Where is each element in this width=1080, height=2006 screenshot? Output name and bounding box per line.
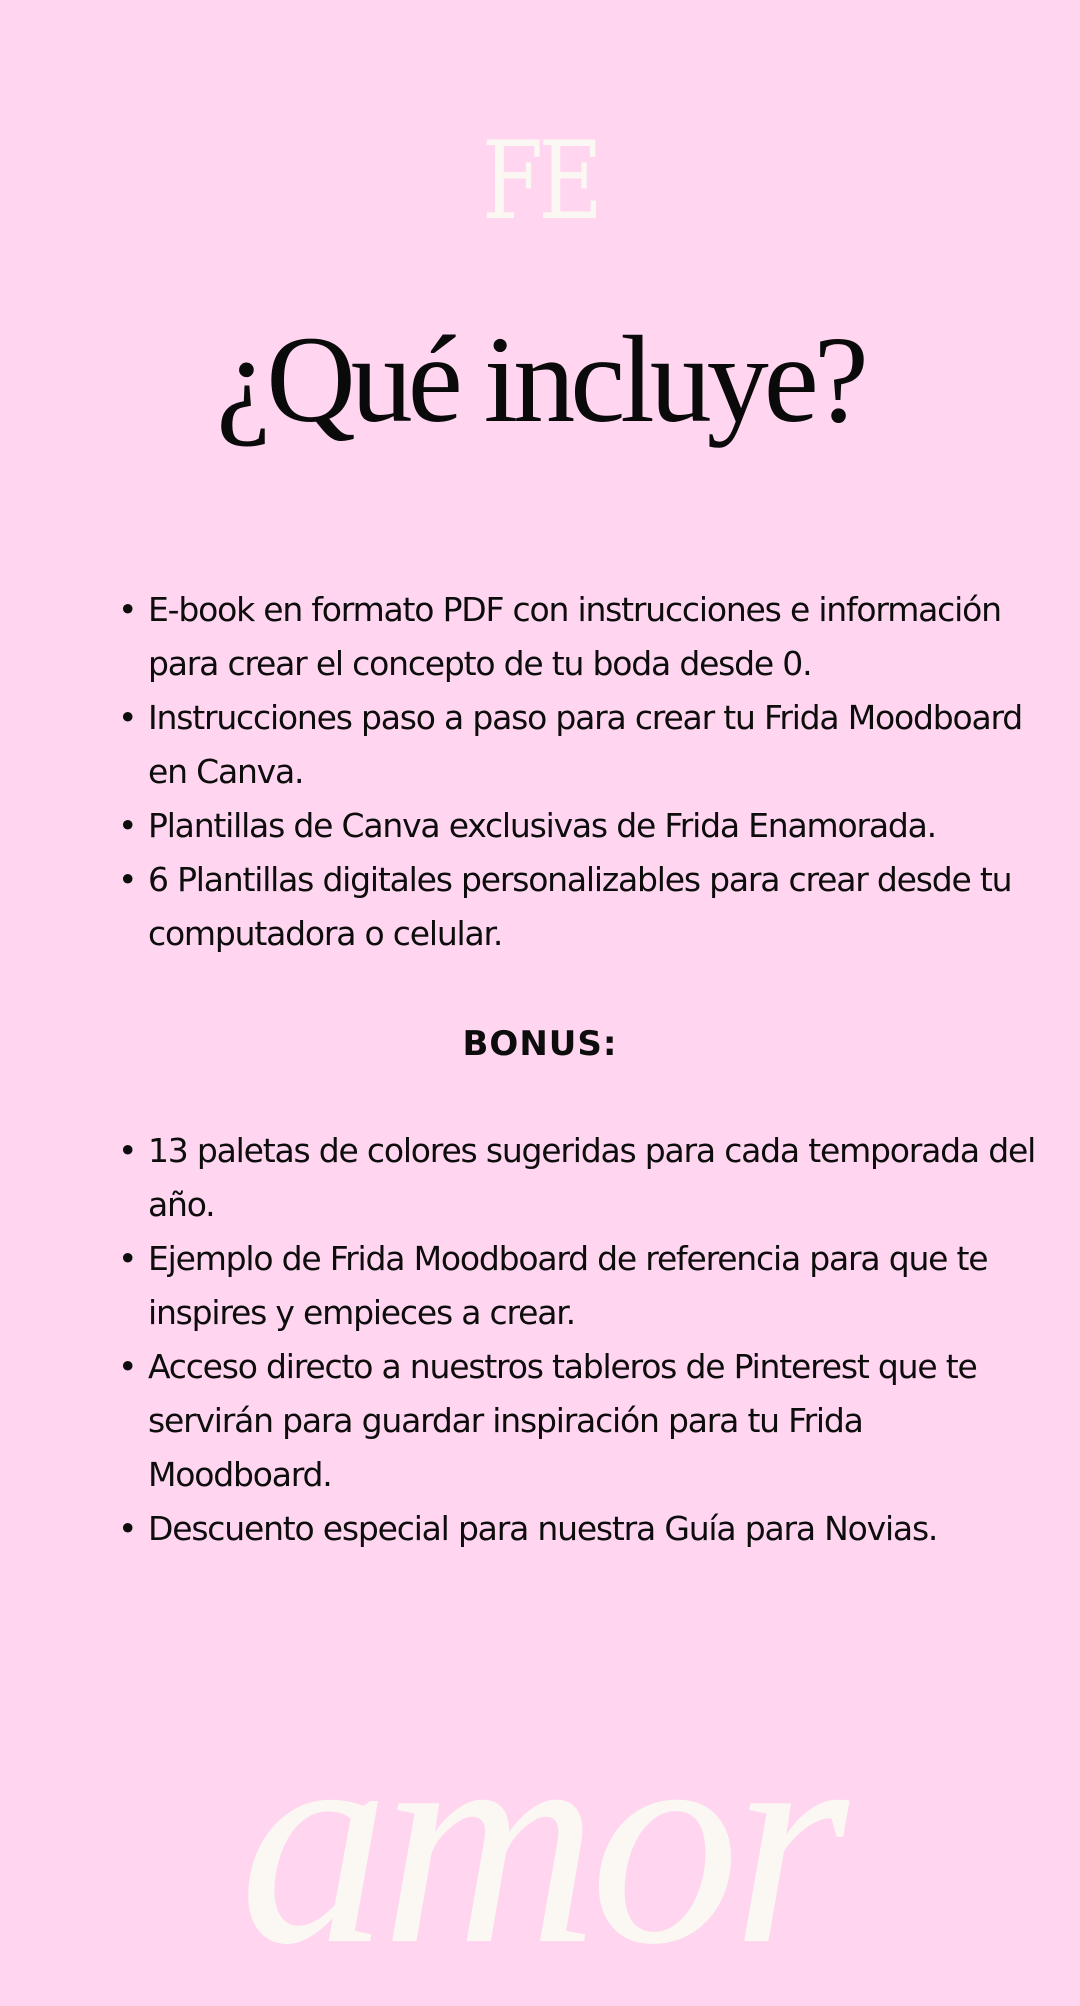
bullet-icon: • (118, 1509, 137, 1548)
bullet-icon: • (118, 590, 137, 629)
list-item (118, 799, 1048, 853)
page-title: ¿Qué incluye? (216, 311, 864, 448)
bullet-icon: • (118, 1347, 137, 1386)
bullet-icon: • (118, 1239, 137, 1278)
list-item (118, 583, 1048, 691)
list-item-text: 13 paletas de colores sugeridas para cada temporada del año. (148, 1131, 1036, 1224)
list-item (118, 1502, 1048, 1556)
list-item-text: 6 Plantillas digitales personalizables para crear desde tu computadora o celular. (148, 860, 1012, 953)
list-item (118, 1340, 1048, 1502)
list-item-text: E-book en formato PDF con instrucciones e información para crear el concepto de tu boda desde 0. (148, 590, 1001, 683)
bullet-icon: • (118, 698, 137, 737)
includes-list (118, 583, 1048, 961)
bonus-heading: BONUS: (462, 1024, 618, 1064)
list-item (118, 691, 1048, 799)
list-item (118, 1232, 1048, 1340)
list-item-text: Descuento especial para nuestra Guía para Novias. (148, 1509, 938, 1548)
bonus-list (118, 1124, 1048, 1556)
list-item (118, 1124, 1048, 1232)
bullet-icon: • (118, 1131, 137, 1170)
footer-wordmark: amor (239, 1674, 841, 2006)
list-item (118, 853, 1048, 961)
list-item-text: Instrucciones paso a paso para crear tu Frida Moodboard en Canva. (148, 698, 1023, 791)
bullet-icon: • (118, 860, 137, 899)
list-item-text: Ejemplo de Frida Moodboard de referencia para que te inspires y empieces a crear. (148, 1239, 988, 1332)
list-item-text: Plantillas de Canva exclusivas de Frida Enamorada. (148, 806, 936, 845)
bullet-icon: • (118, 806, 137, 845)
brand-logo: FE (481, 119, 599, 244)
list-item-text: Acceso directo a nuestros tableros de Pinterest que te servirán para guardar inspiración para tu Frida Moodboard. (148, 1347, 977, 1494)
